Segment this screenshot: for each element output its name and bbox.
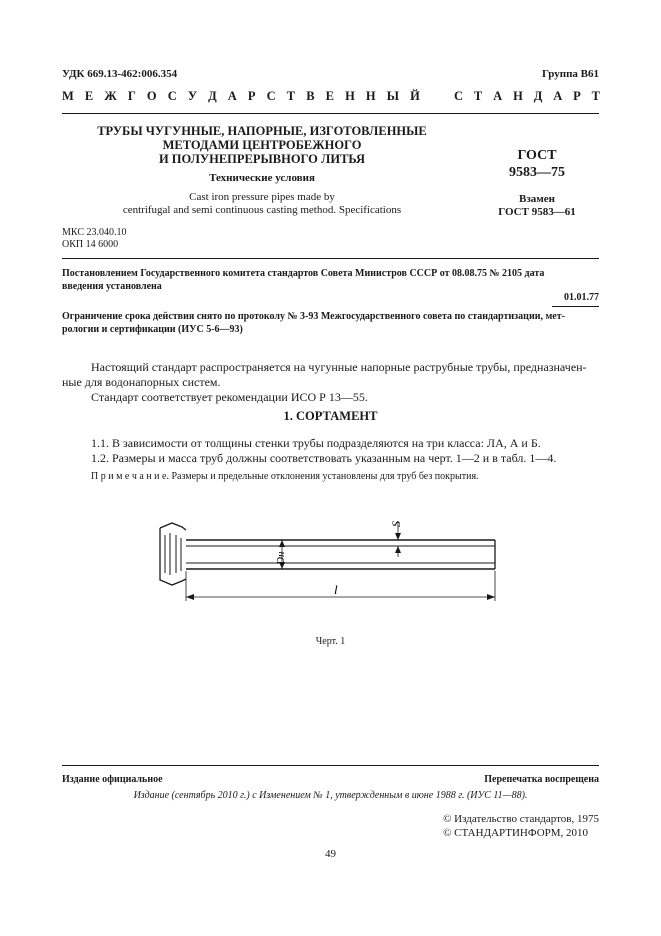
footer-rule (62, 765, 599, 766)
decree-text: Постановлением Государственного комитета стандартов Совета Министров СССР от 08.08.75 № 2105 дата введения установлена (62, 268, 545, 292)
dim-s-arrowhead-bottom (395, 546, 401, 553)
interstate-word: М Е Ж Г О С У Д А Р С Т В Е Н Н Ы Й (62, 89, 420, 103)
pipe-drawing (150, 505, 510, 615)
header-rule (62, 113, 599, 114)
replaces-gost: Взамен ГОСТ 9583—61 (498, 193, 576, 218)
udk-code: УДК 669.13-462:006.354 (62, 68, 178, 80)
dim-s-arrowhead-top (395, 533, 401, 540)
gost-number: ГОСТ 9583—75 (509, 148, 565, 180)
group-code: Группа В61 (541, 68, 599, 80)
dim-l-arrowhead-left (186, 594, 194, 600)
standard-word: С Т А Н Д А Р Т (454, 89, 600, 103)
note-text: Размеры и предельные отклонения установлены для труб без покрытия. (171, 471, 479, 482)
page-number: 49 (325, 848, 336, 860)
title-rule (62, 258, 599, 259)
item-1-2: 1.2. Размеры и масса труб должны соответствовать указанным на черт. 1—2 и в табл. 1—4. (91, 451, 557, 465)
interstate-standard-banner (62, 89, 600, 104)
label-s: S (389, 521, 403, 527)
reprint-prohibited: Перепечатка воспрещена (484, 774, 599, 785)
classification-codes: МКС 23.040.10 ОКП 14 6000 (62, 227, 127, 250)
scope-paragraph: Настоящий стандарт распространяется на чугунные напорные раструбные трубы, предназначен- ные для водонапорных систем. Стандарт соответствует рекомендации ИСО Р 13—55. (62, 360, 587, 404)
item-1-1: 1.1. В зависимости от толщины стенки трубы подразделяются на три класса: ЛА, А и Б. (91, 436, 541, 450)
label-l: l (334, 582, 338, 597)
edition-note: Издание (сентябрь 2010 г.) с Изменением № 1, утвержденным в июне 1988 г. (ИУС 11—88). (133, 790, 528, 801)
socket-outline-top (160, 523, 186, 530)
section-heading: 1. СОРТАМЕНТ (283, 409, 378, 423)
socket-outline (160, 528, 186, 585)
note-label: П р и м е ч а н и е. (91, 471, 169, 482)
document-title: ТРУБЫ ЧУГУННЫЕ, НАПОРНЫЕ, ИЗГОТОВЛЕННЫЕ МЕТОДАМИ ЦЕНТРОБЕЖНОГО И ПОЛУНЕПРЕРЫВНОГО ЛИТЬЯ (97, 124, 427, 166)
copyright: © Издательство стандартов, 1975 © СТАНДАРТИНФОРМ, 2010 (443, 813, 599, 839)
label-dn: Dн (275, 551, 287, 565)
note (91, 471, 599, 482)
validity-limit-text: Ограничение срока действия снято по протоколу № 3-93 Межгосударственного совета по стандартизации, мет- рологии и сертификации (ИУС 5-6—93) (62, 311, 565, 335)
introduction-date: 01.01.77 (564, 292, 599, 303)
official-edition: Издание официальное (62, 774, 163, 785)
dim-l-arrowhead-right (487, 594, 495, 600)
date-underline (552, 306, 599, 307)
english-title: Cast iron pressure pipes made by centrifugal and semi continuous casting method. Specifications (122, 191, 402, 216)
socket-grooves (165, 533, 181, 575)
section-items (91, 436, 599, 466)
figure-caption: Черт. 1 (315, 636, 346, 647)
dim-dn-arrowhead-top (279, 540, 285, 547)
document-subtitle: Технические условия (209, 172, 315, 184)
